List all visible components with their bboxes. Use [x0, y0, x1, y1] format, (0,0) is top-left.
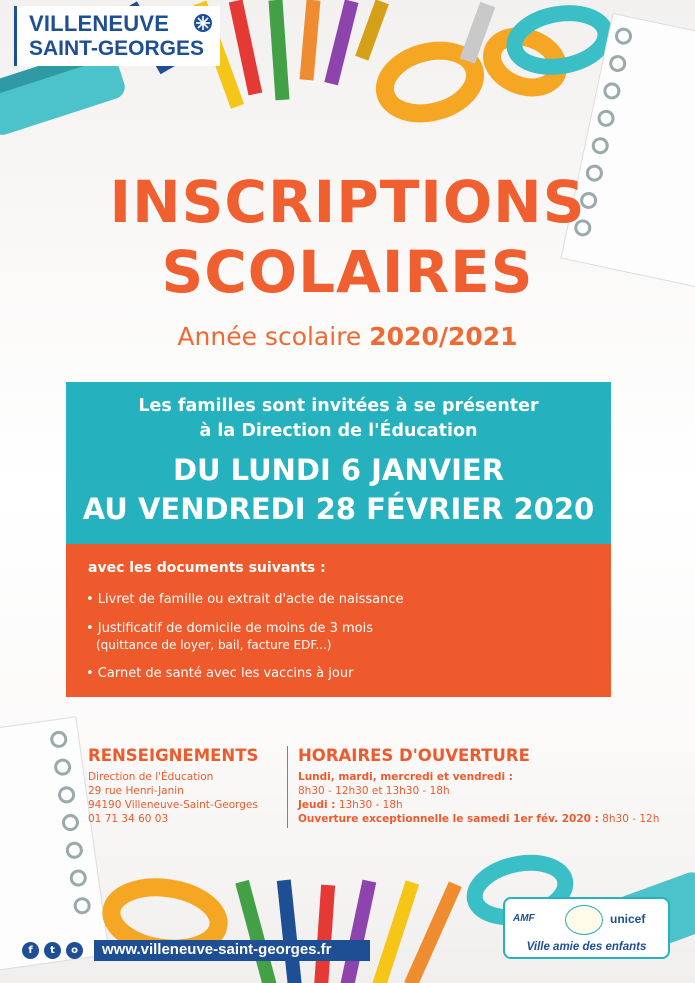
page-title-line1: INSCRIPTIONS	[109, 168, 586, 236]
unicef-badge	[503, 897, 670, 959]
contact-phone: 01 71 34 60 03	[88, 813, 169, 825]
badge-caption: Ville amie des enfants	[526, 941, 647, 953]
hours-times: 8h30 - 12h30 et 13h30 - 18h	[298, 785, 450, 797]
hours-exceptional-label: Ouverture exceptionnelle le samedi 1er fév. 2020 :	[298, 813, 599, 825]
contact-street: 29 rue Henri-Janin	[88, 785, 184, 797]
logo-text-line2: SAINT-GEORGES	[29, 37, 205, 60]
unicef-logo: unicef	[610, 912, 646, 926]
amf-logo: AMF	[513, 913, 535, 924]
website-url[interactable]: www.villeneuve-saint-georges.fr	[102, 941, 332, 958]
column-divider	[287, 746, 288, 828]
school-year-prefix: Année scolaire	[177, 322, 370, 351]
document-item: • Justificatif de domicile de moins de 3 mois	[86, 621, 373, 636]
pencil-icon	[340, 880, 377, 983]
school-year-subtitle	[0, 322, 695, 351]
date-range-start: DU LUNDI 6 JANVIER	[172, 453, 505, 487]
school-year-value: 2020/2021	[369, 322, 518, 351]
hours-exceptional-times: 8h30 - 12h	[598, 813, 660, 825]
document-item-detail: (quittance de loyer, bail, facture EDF...)	[96, 638, 332, 652]
hours-thursday-label: Jeudi :	[298, 799, 336, 811]
city-logo	[14, 6, 220, 66]
renseignements-heading: RENSEIGNEMENTS	[88, 746, 259, 765]
hours-thursday	[298, 798, 403, 812]
date-range-end: AU VENDREDI 28 FÉVRIER 2020	[82, 492, 595, 526]
page-title-line2: SCOLAIRES	[161, 238, 534, 306]
hours-exceptional	[298, 812, 659, 826]
invitation-panel	[66, 382, 611, 544]
contact-city: 94190 Villeneuve-Saint-Georges	[88, 799, 258, 811]
documents-intro: avec les documents suivants :	[88, 560, 326, 576]
pencil-icon	[269, 0, 290, 100]
pencil-icon	[277, 880, 302, 983]
document-item: • Carnet de santé avec les vaccins à jour	[86, 666, 354, 681]
pencil-icon	[355, 0, 389, 61]
pencil-icon	[324, 0, 358, 85]
logo-emblem-icon	[194, 14, 212, 32]
pencil-icon	[300, 0, 321, 80]
document-item: • Livret de famille ou extrait d'acte de naissance	[86, 592, 404, 607]
horaires-heading: HORAIRES D'OUVERTURE	[298, 746, 530, 765]
contact-department: Direction de l'Éducation	[88, 771, 214, 783]
children-emblem-icon	[565, 905, 603, 935]
logo-text-line1: VILLENEUVE	[29, 11, 170, 36]
invitation-text-line2: à la Direction de l'Éducation	[199, 421, 478, 441]
hours-days: Lundi, mardi, mercredi et vendredi :	[298, 771, 513, 783]
documents-panel	[66, 544, 611, 697]
pencil-icon	[235, 880, 277, 983]
invitation-text-line1: Les familles sont invitées à se présenter	[138, 396, 539, 416]
twitter-icon[interactable]: t	[44, 942, 61, 959]
instagram-icon[interactable]: o	[66, 942, 83, 959]
website-bar[interactable]	[94, 940, 370, 961]
facebook-icon[interactable]: f	[22, 942, 39, 959]
hours-thursday-times: 13h30 - 18h	[335, 799, 403, 811]
pencil-icon	[313, 885, 335, 983]
